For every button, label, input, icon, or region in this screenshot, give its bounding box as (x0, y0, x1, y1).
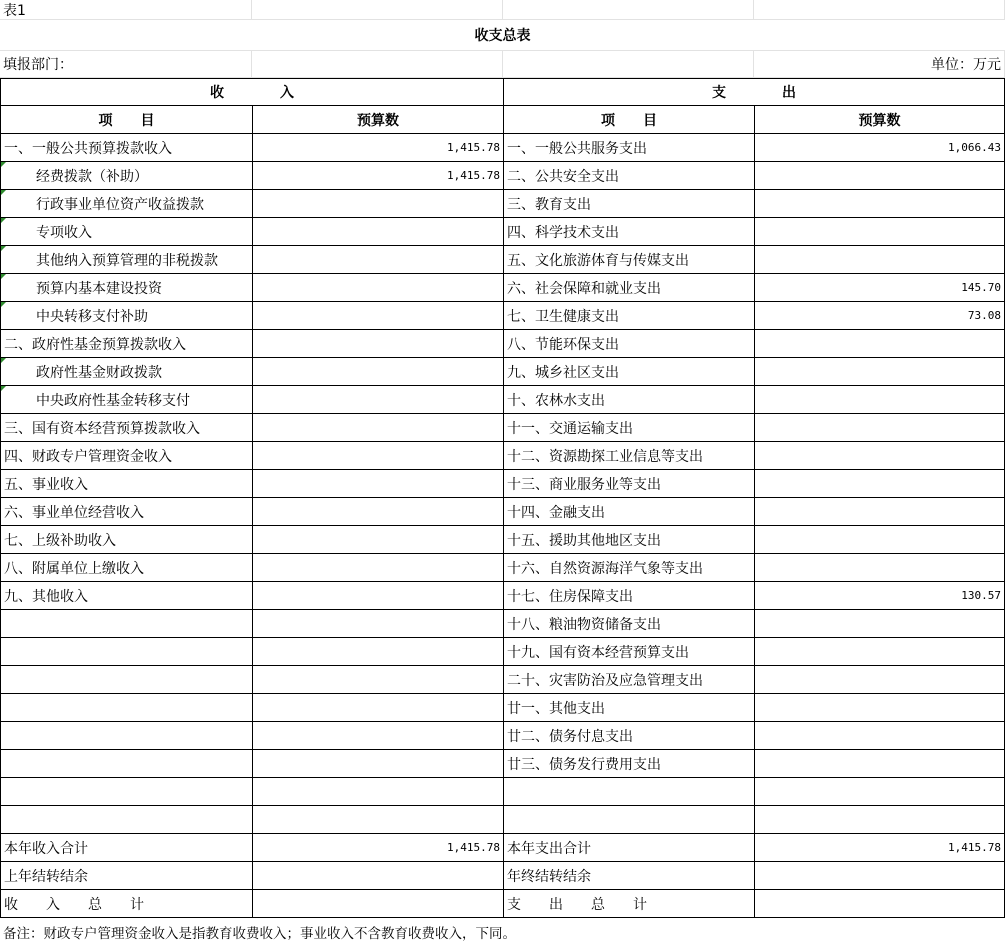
income-header-text: 收 入 (210, 85, 294, 101)
income-budget-cell[interactable] (253, 750, 504, 778)
income-item-cell[interactable] (1, 694, 253, 722)
expense-item-header-text: 项 目 (601, 112, 657, 129)
sheet-label: 表1 (3, 2, 26, 19)
income-budget-cell[interactable] (253, 134, 504, 162)
income-budget-cell[interactable] (253, 414, 504, 442)
expense-budget-cell-text: 130.57 (961, 589, 1001, 602)
income-budget-cell[interactable] (253, 526, 504, 554)
table-row (0, 666, 1005, 694)
income-item-cell[interactable] (1, 834, 253, 862)
income-item-cell[interactable] (1, 330, 253, 358)
expense-item-cell[interactable] (504, 190, 755, 218)
dept-label: 填报部门： (3, 56, 73, 73)
expense-item-cell[interactable] (504, 806, 755, 834)
income-item-header-text: 项 目 (98, 112, 155, 129)
expense-budget-cell[interactable] (755, 722, 1005, 750)
table-row (0, 190, 1005, 218)
expense-item-cell[interactable] (504, 862, 755, 890)
income-item-cell-text: 七、上级补助收入 (4, 532, 116, 549)
expense-item-cell-text: 八、节能环保支出 (507, 336, 619, 353)
expense-item-cell-text: 十二、资源勘探工业信息等支出 (507, 448, 703, 465)
expense-budget-header[interactable] (755, 106, 1005, 134)
income-budget-cell[interactable] (253, 582, 504, 610)
expense-item-cell-text: 十九、国有资本经营预算支出 (507, 644, 689, 661)
income-item-cell[interactable] (1, 218, 253, 246)
expense-budget-cell[interactable] (755, 638, 1005, 666)
empty-cell[interactable] (252, 50, 503, 78)
income-item-cell[interactable] (1, 722, 253, 750)
income-item-cell[interactable] (1, 470, 253, 498)
income-item-cell-text: 预算内基本建设投资 (36, 280, 162, 297)
income-budget-cell-text: 1,415.78 (447, 169, 500, 182)
expense-item-cell-text: 廿一、其他支出 (507, 700, 605, 717)
table-row (0, 470, 1005, 498)
expense-item-cell-text: 五、文化旅游体育与传媒支出 (507, 252, 689, 269)
income-budget-cell-text: 1,415.78 (447, 841, 500, 854)
empty-cell[interactable] (754, 0, 1005, 20)
table-row (0, 414, 1005, 442)
expense-item-cell-text: 四、科学技术支出 (507, 224, 619, 241)
expense-item-cell[interactable] (504, 162, 755, 190)
expense-item-cell-text: 六、社会保障和就业支出 (507, 280, 661, 297)
expense-item-cell-text: 十一、交通运输支出 (507, 420, 633, 437)
expense-item-cell[interactable] (504, 134, 755, 162)
expense-item-cell-text: 一、一般公共服务支出 (507, 140, 647, 157)
income-budget-cell[interactable] (253, 778, 504, 806)
expense-item-cell-text: 七、卫生健康支出 (507, 308, 619, 325)
section-header-row (0, 78, 1005, 106)
income-item-cell[interactable] (1, 498, 253, 526)
dept-label-cell[interactable] (0, 50, 252, 78)
income-item-cell-text: 收 入 总 计 (4, 896, 144, 913)
table-row (0, 330, 1005, 358)
expense-budget-cell-text: 145.70 (961, 281, 1001, 294)
expense-item-cell[interactable] (504, 890, 755, 918)
income-budget-cell[interactable] (253, 694, 504, 722)
expense-item-cell[interactable] (504, 442, 755, 470)
expense-item-cell-text: 十六、自然资源海洋气象等支出 (507, 560, 703, 577)
income-item-cell-text: 中央转移支付补助 (36, 308, 148, 325)
expense-budget-cell[interactable] (755, 750, 1005, 778)
expense-budget-cell[interactable] (755, 358, 1005, 386)
income-item-cell[interactable] (1, 862, 253, 890)
expense-budget-cell[interactable] (755, 498, 1005, 526)
table-row (0, 806, 1005, 834)
income-item-cell-text: 四、财政专户管理资金收入 (4, 448, 172, 465)
income-budget-cell[interactable] (253, 274, 504, 302)
expense-budget-cell[interactable] (755, 386, 1005, 414)
income-budget-cell[interactable] (253, 834, 504, 862)
expense-budget-cell[interactable] (755, 442, 1005, 470)
income-item-cell-text: 专项收入 (36, 224, 92, 241)
income-budget-cell[interactable] (253, 638, 504, 666)
income-budget-cell[interactable] (253, 722, 504, 750)
table-row (0, 442, 1005, 470)
expense-item-cell[interactable] (504, 638, 755, 666)
income-item-cell[interactable] (1, 806, 253, 834)
income-budget-cell[interactable] (253, 358, 504, 386)
income-item-cell[interactable] (1, 134, 253, 162)
expense-item-cell-text: 十三、商业服务业等支出 (507, 476, 661, 493)
income-budget-cell[interactable] (253, 610, 504, 638)
income-item-cell[interactable] (1, 750, 253, 778)
table-row (0, 778, 1005, 806)
expense-item-cell[interactable] (504, 498, 755, 526)
expense-item-cell-text: 十五、援助其他地区支出 (507, 532, 661, 549)
expense-budget-cell[interactable] (755, 554, 1005, 582)
income-budget-cell[interactable] (253, 190, 504, 218)
table-row (0, 694, 1005, 722)
table-row (0, 162, 1005, 190)
empty-cell[interactable] (252, 0, 503, 20)
income-item-cell[interactable] (1, 778, 253, 806)
income-budget-header-text: 预算数 (357, 112, 399, 129)
expense-item-cell-text: 九、城乡社区支出 (507, 364, 619, 381)
income-item-cell[interactable] (1, 610, 253, 638)
expense-budget-cell[interactable] (755, 246, 1005, 274)
expense-item-cell-text: 支 出 总 计 (507, 896, 647, 913)
income-item-cell-text: 行政事业单位资产收益拨款 (36, 196, 204, 213)
expense-item-cell[interactable] (504, 610, 755, 638)
expense-item-cell[interactable] (504, 694, 755, 722)
income-item-cell[interactable] (1, 414, 253, 442)
expense-budget-cell[interactable] (755, 694, 1005, 722)
income-budget-cell[interactable] (253, 806, 504, 834)
expense-item-cell-text: 三、教育支出 (507, 196, 591, 213)
expense-item-cell[interactable] (504, 358, 755, 386)
expense-item-cell[interactable] (504, 778, 755, 806)
income-item-cell[interactable] (1, 638, 253, 666)
income-item-cell[interactable] (1, 442, 253, 470)
income-item-cell[interactable] (1, 162, 253, 190)
expense-item-cell-text: 本年支出合计 (507, 840, 591, 857)
income-budget-cell[interactable] (253, 386, 504, 414)
expense-budget-cell[interactable] (755, 414, 1005, 442)
table-row (0, 582, 1005, 610)
table-row (0, 722, 1005, 750)
expense-budget-cell[interactable] (755, 470, 1005, 498)
income-item-cell-text: 二、政府性基金预算拨款收入 (4, 336, 186, 353)
income-item-cell-text: 本年收入合计 (4, 840, 88, 857)
income-item-cell-text: 一、一般公共预算拨款收入 (4, 140, 172, 157)
expense-item-cell-text: 十七、住房保障支出 (507, 588, 633, 605)
income-budget-cell[interactable] (253, 554, 504, 582)
income-budget-cell[interactable] (253, 330, 504, 358)
expense-budget-cell[interactable] (755, 806, 1005, 834)
expense-item-header[interactable] (504, 106, 755, 134)
expense-budget-cell-text: 73.08 (967, 309, 1001, 322)
expense-item-cell[interactable] (504, 386, 755, 414)
table-row (0, 638, 1005, 666)
sheet-label-cell[interactable] (0, 0, 252, 20)
table-row (0, 218, 1005, 246)
expense-item-cell-text: 二、公共安全支出 (507, 168, 619, 185)
expense-budget-cell-text: 1,066.43 (948, 141, 1001, 154)
expense-budget-cell[interactable] (755, 582, 1005, 610)
table-row (0, 302, 1005, 330)
expense-budget-cell[interactable] (755, 526, 1005, 554)
income-item-cell-text: 其他纳入预算管理的非税拨款 (36, 252, 218, 269)
expense-item-cell[interactable] (504, 414, 755, 442)
empty-cell[interactable] (503, 0, 754, 20)
expense-item-cell-text: 十四、金融支出 (507, 504, 605, 521)
income-budget-cell[interactable] (253, 246, 504, 274)
expense-item-cell[interactable] (504, 722, 755, 750)
table-row (0, 498, 1005, 526)
expense-budget-cell[interactable] (755, 134, 1005, 162)
income-item-cell-text: 六、事业单位经营收入 (4, 504, 144, 521)
income-item-cell[interactable] (1, 666, 253, 694)
income-budget-cell[interactable] (253, 218, 504, 246)
dept-unit-row (0, 50, 1005, 78)
expense-item-cell-text: 廿三、债务发行费用支出 (507, 756, 661, 773)
income-item-cell[interactable] (1, 274, 253, 302)
income-budget-cell[interactable] (253, 862, 504, 890)
table-row (0, 890, 1005, 918)
income-item-cell-text: 九、其他收入 (4, 588, 88, 605)
expense-item-cell[interactable] (504, 218, 755, 246)
expense-header-text: 支 出 (712, 85, 796, 101)
expense-item-cell[interactable] (504, 526, 755, 554)
expense-budget-cell[interactable] (755, 778, 1005, 806)
table-row (0, 610, 1005, 638)
expense-item-cell[interactable] (504, 274, 755, 302)
expense-item-cell[interactable] (504, 750, 755, 778)
expense-budget-cell[interactable] (755, 218, 1005, 246)
table-row (0, 386, 1005, 414)
table-row (0, 554, 1005, 582)
income-budget-cell[interactable] (253, 470, 504, 498)
income-item-cell-text: 八、附属单位上缴收入 (4, 560, 144, 577)
income-item-cell-text: 政府性基金财政拨款 (36, 364, 162, 381)
income-budget-header[interactable] (253, 106, 504, 134)
empty-cell[interactable] (503, 50, 754, 78)
income-item-cell[interactable] (1, 526, 253, 554)
income-item-cell[interactable] (1, 358, 253, 386)
expense-budget-cell[interactable] (755, 274, 1005, 302)
sheet-label-row (0, 0, 1005, 20)
table-row (0, 246, 1005, 274)
table-row (0, 134, 1005, 162)
expense-budget-cell[interactable] (755, 190, 1005, 218)
table-title: 收支总表 (0, 20, 1005, 51)
income-item-cell[interactable] (1, 190, 253, 218)
income-item-cell-text: 上年结转结余 (4, 868, 88, 885)
income-item-cell[interactable] (1, 386, 253, 414)
expense-item-cell[interactable] (504, 554, 755, 582)
income-budget-cell-text: 1,415.78 (447, 141, 500, 154)
income-budget-cell[interactable] (253, 162, 504, 190)
expense-budget-cell[interactable] (755, 834, 1005, 862)
expense-budget-cell[interactable] (755, 330, 1005, 358)
income-item-cell-text: 中央政府性基金转移支付 (36, 392, 190, 409)
income-item-cell[interactable] (1, 582, 253, 610)
expense-item-cell-text: 十八、粮油物资储备支出 (507, 616, 661, 633)
income-header[interactable] (1, 79, 504, 106)
footnote: 备注：财政专户管理资金收入是指教育收费收入；事业收入不含教育收费收入，下同。 (3, 926, 516, 942)
unit-label-cell[interactable] (754, 50, 1005, 78)
expense-item-cell-text: 廿二、债务付息支出 (507, 728, 633, 745)
table-row (0, 862, 1005, 890)
income-budget-cell[interactable] (253, 666, 504, 694)
income-item-cell-text: 三、国有资本经营预算拨款收入 (4, 420, 200, 437)
income-item-cell[interactable] (1, 302, 253, 330)
expense-item-cell-text: 十、农林水支出 (507, 392, 605, 409)
expense-budget-cell[interactable] (755, 302, 1005, 330)
expense-item-cell[interactable] (504, 246, 755, 274)
income-item-header[interactable] (1, 106, 253, 134)
income-item-cell[interactable] (1, 554, 253, 582)
expense-header[interactable] (504, 79, 1005, 106)
expense-item-cell[interactable] (504, 582, 755, 610)
income-item-cell[interactable] (1, 246, 253, 274)
income-budget-cell[interactable] (253, 890, 504, 918)
table-row (0, 750, 1005, 778)
expense-budget-cell[interactable] (755, 890, 1005, 918)
table-row (0, 274, 1005, 302)
expense-budget-cell[interactable] (755, 162, 1005, 190)
expense-item-cell[interactable] (504, 470, 755, 498)
income-item-cell[interactable] (1, 890, 253, 918)
expense-item-cell[interactable] (504, 302, 755, 330)
expense-item-cell-text: 年终结转结余 (507, 868, 591, 885)
table-row (0, 526, 1005, 554)
income-budget-cell[interactable] (253, 302, 504, 330)
expense-item-cell-text: 二十、灾害防治及应急管理支出 (507, 672, 703, 689)
income-item-cell-text: 五、事业收入 (4, 476, 88, 493)
expense-budget-header-text: 预算数 (858, 112, 901, 129)
expense-budget-cell[interactable] (755, 666, 1005, 694)
expense-budget-cell-text: 1,415.78 (948, 841, 1001, 854)
expense-budget-cell[interactable] (755, 862, 1005, 890)
income-budget-cell[interactable] (253, 442, 504, 470)
expense-item-cell[interactable] (504, 834, 755, 862)
table-row (0, 358, 1005, 386)
expense-item-cell[interactable] (504, 666, 755, 694)
table-row (0, 834, 1005, 862)
income-item-cell-text: 经费拨款（补助） (36, 168, 148, 185)
unit-label: 单位：万元 (931, 56, 1001, 73)
expense-budget-cell[interactable] (755, 610, 1005, 638)
column-header-row (0, 106, 1005, 134)
expense-item-cell[interactable] (504, 330, 755, 358)
income-budget-cell[interactable] (253, 498, 504, 526)
